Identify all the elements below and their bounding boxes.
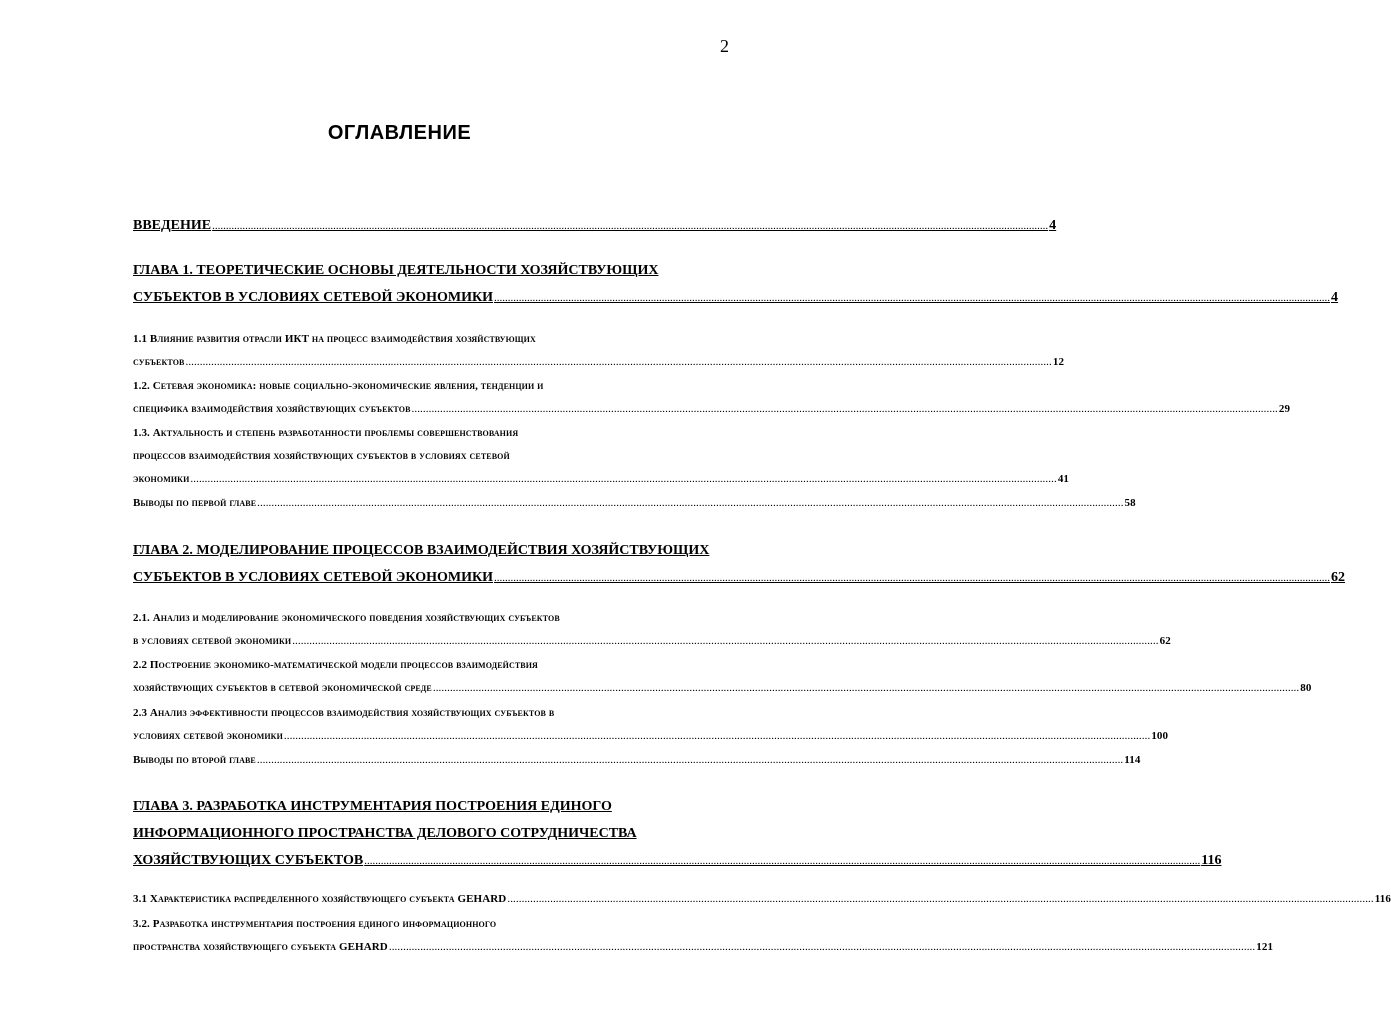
toc-entry-line: пространства хозяйствующего субъекта GEHARD (133, 941, 388, 953)
toc-entry-line: СУБЪЕКТОВ В УСЛОВИЯХ СЕТЕВОЙ ЭКОНОМИКИ (133, 570, 494, 585)
toc-entry-page: 116 (1374, 893, 1391, 905)
toc-entry-page: 114 (1124, 754, 1141, 766)
toc-entry-line: условиях сетевой экономики (133, 730, 283, 742)
toc-entry-line: ИНФОРМАЦИОННОГО ПРОСТРАНСТВА ДЕЛОВОГО СОТРУДНИЧЕСТВА (133, 826, 637, 841)
toc-entry-section-1-2[interactable] (133, 375, 1291, 421)
toc-entry-chapter-1[interactable] (133, 257, 1339, 312)
toc-entry-page: 41 (1057, 473, 1070, 485)
toc-entry-chapter-2[interactable] (133, 537, 1346, 592)
toc-entry-line: 2.2 Построение экономико-математической модели процессов взаимодействия (133, 659, 538, 671)
leader-dots (494, 565, 1330, 592)
toc-entry-line: в условиях сетевой экономики (133, 635, 292, 647)
toc-entry-section-2-1[interactable] (133, 607, 1171, 653)
toc-entry-line: 3.2. Разработка инструментария построения единого информационного (133, 918, 497, 930)
toc-entry-page: 100 (1151, 730, 1169, 742)
toc-entry-chapter-3[interactable] (133, 793, 1222, 875)
toc-entry-line: ГЛАВА 3. РАЗРАБОТКА ИНСТРУМЕНТАРИЯ ПОСТРОЕНИЯ ЕДИНОГО (133, 799, 612, 814)
toc-entry-line: экономики (133, 473, 190, 485)
leader-dots (292, 630, 1158, 653)
toc-entry-section-2-2[interactable] (133, 654, 1312, 700)
leader-dots (507, 888, 1373, 911)
leader-dots (185, 351, 1051, 374)
toc-title: ОГЛАВЛЕНИЕ (327, 122, 472, 144)
toc-entry-line: хозяйствующих субъектов в сетевой экономической среде (133, 682, 432, 694)
toc-entry-page: 80 (1300, 682, 1312, 694)
toc-entry-introduction[interactable] (133, 212, 1057, 240)
toc-entry-page: 116 (1201, 853, 1222, 868)
toc-entry-section-3-1[interactable] (133, 888, 1391, 911)
toc-entry-section-2-3[interactable] (133, 702, 1169, 748)
page-number: 2 (720, 36, 729, 56)
toc-entry-section-1-1[interactable] (133, 328, 1065, 374)
toc-entry-line: 1.2. Сетевая экономика: новые социально-экономические явления, тенденции и (133, 380, 544, 392)
leader-dots (412, 398, 1278, 421)
toc-entry-page: 58 (1124, 497, 1136, 509)
toc-entry-page: 4 (1049, 218, 1057, 233)
toc-entry-conclusions-2[interactable] (133, 749, 1141, 772)
leader-dots (257, 492, 1123, 515)
leader-dots (190, 468, 1056, 491)
leader-dots (364, 848, 1200, 875)
toc-entry-section-1-3[interactable] (133, 422, 1070, 491)
toc-entry-line: 3.1 Характеристика распределенного хозяйствующего субъекта GEHARD (133, 893, 507, 905)
toc-entry-line: 1.3. Актуальность и степень разработанности проблемы совершенствования (133, 427, 519, 439)
toc-entry-line: ХОЗЯЙСТВУЮЩИХ СУБЪЕКТОВ (133, 853, 364, 868)
toc-entry-page: 62 (1159, 635, 1171, 647)
leader-dots (433, 677, 1299, 700)
toc-entry-line: 1.1 Влияние развития отрасли ИКТ на процесс взаимодействия хозяйствующих (133, 333, 536, 345)
toc-entry-line: СУБЪЕКТОВ В УСЛОВИЯХ СЕТЕВОЙ ЭКОНОМИКИ (133, 290, 494, 305)
toc-entry-page: 29 (1278, 403, 1291, 415)
toc-entry-line: 2.3 Анализ эффективности процессов взаимодействия хозяйствующих субъектов в (133, 707, 555, 719)
toc-entry-page: 121 (1256, 941, 1274, 953)
toc-entry-section-3-2[interactable] (133, 913, 1274, 959)
toc-entry-page: 12 (1052, 356, 1065, 368)
leader-dots (212, 213, 1048, 240)
toc-entry-line: субъектов (133, 356, 185, 368)
toc-entry-line: ГЛАВА 2. МОДЕЛИРОВАНИЕ ПРОЦЕССОВ ВЗАИМОДЕЙСТВИЯ ХОЗЯЙСТВУЮЩИХ (133, 543, 710, 558)
toc-entry-line: 2.1. Анализ и моделирование экономического поведения хозяйствующих субъектов (133, 612, 560, 624)
toc-entry-line: процессов взаимодействия хозяйствующих субъектов в условиях сетевой (133, 450, 510, 462)
leader-dots (257, 749, 1123, 772)
toc-entry-page: 62 (1331, 570, 1346, 585)
toc-entry-line: специфика взаимодействия хозяйствующих субъектов (133, 403, 411, 415)
toc-entry-conclusions-1[interactable] (133, 492, 1136, 515)
leader-dots (494, 285, 1330, 312)
toc-entry-line: Выводы по первой главе (133, 497, 257, 509)
leader-dots (389, 936, 1255, 959)
toc-entry-line: ГЛАВА 1. ТЕОРЕТИЧЕСКИЕ ОСНОВЫ ДЕЯТЕЛЬНОСТИ ХОЗЯЙСТВУЮЩИХ (133, 263, 659, 278)
toc-entry-line: Выводы по второй главе (133, 754, 256, 766)
leader-dots (284, 725, 1150, 748)
toc-entry-line: ВВЕДЕНИЕ (133, 218, 212, 233)
toc-entry-page: 4 (1331, 290, 1339, 305)
